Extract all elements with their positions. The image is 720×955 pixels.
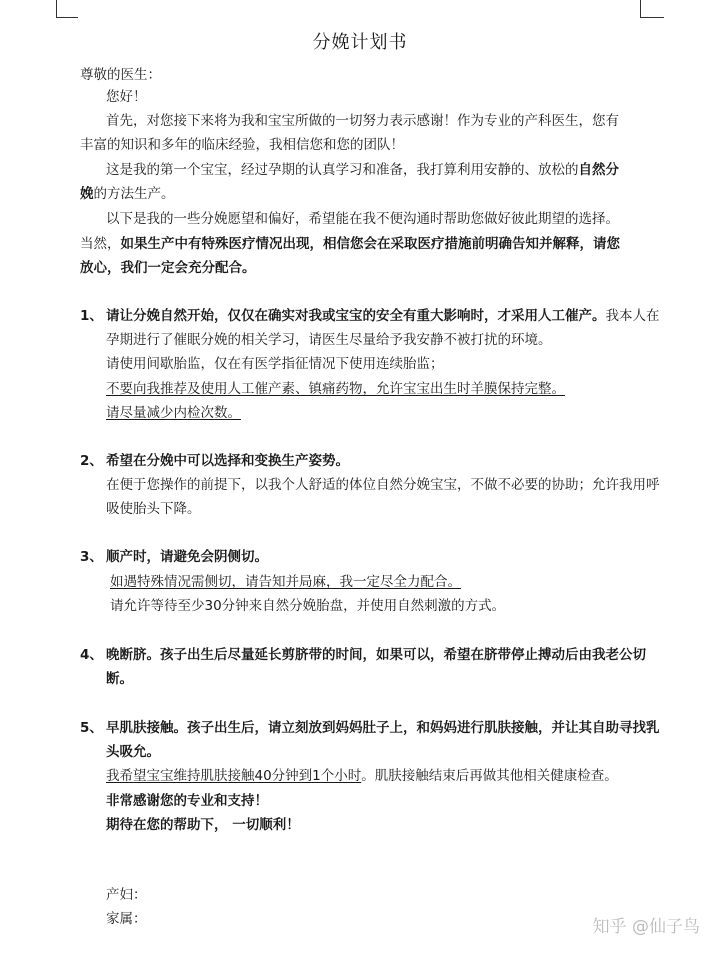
intro-p1-line2: 丰富的知识和多年的临床经验，我相信您和您的团队！ — [80, 137, 404, 153]
item-1-line2: 孕期进行了催眠分娩的相关学习，请医生尽量给予我安静不被打扰的环境。 — [106, 332, 552, 348]
intro-p2-text: 这是我的第一个宝宝，经过孕期的认真学习和准备，我打算利用安静的、放松的 — [106, 162, 579, 178]
item-1-line3: 请使用间歇胎监，仅在有医学指征情况下使用连续胎监； — [106, 356, 444, 372]
intro-p3-line2 — [80, 235, 620, 253]
item-3-line2: 如遇特殊情况需侧切，请告知并局麻，我一定尽全力配合。 — [110, 574, 461, 590]
item-1-line5: 请尽量减少内检次数。 — [106, 405, 241, 421]
item-1-heading: 请让分娩自然开始，仅仅在确实对我或宝宝的安全有重大影响时，才采用人工催产。 — [106, 308, 606, 324]
item-1-text: 我本人在 — [605, 308, 660, 324]
crop-mark-right — [640, 0, 641, 17]
item-2-number: 2、 — [80, 453, 103, 469]
item-5-text: 。肌肤接触结束后再做其他相关健康检查。 — [361, 768, 618, 784]
intro-p2-line1 — [106, 161, 619, 179]
item-5-line2: 头吸允。 — [106, 744, 160, 760]
intro-p3-text: 当然， — [80, 236, 121, 252]
item-2-heading: 希望在分娩中可以选择和变换生产姿势。 — [106, 453, 349, 469]
item-2-line3: 吸使胎头下降。 — [106, 501, 201, 517]
closing-wishes: 期待在您的帮助下， 一切顺利！ — [106, 817, 300, 833]
crop-mark-right-h — [640, 17, 664, 18]
intro-p2-bold-2: 娩 — [80, 186, 94, 202]
page-title: 分娩计划书 — [312, 32, 408, 53]
greeting: 您好！ — [106, 89, 147, 105]
crop-mark-left — [56, 0, 57, 17]
crop-mark-left-h — [56, 17, 78, 18]
item-4-heading: 晚断脐。孩子出生后尽量延长剪脐带的时间，如果可以，希望在脐带停止搏动后由我老公切 — [106, 647, 646, 663]
item-2-line2: 在便于您操作的前提下，以我个人舒适的体位自然分娩宝宝，不做不必要的协助；允许我用呼 — [106, 477, 660, 493]
item-3-line3: 请允许等待至少30分钟来自然分娩胎盘，并使用自然刺激的方式。 — [110, 598, 506, 614]
item-3-number: 3、 — [80, 549, 103, 565]
signature-family: 家属： — [106, 911, 147, 927]
item-1-line4: 不要向我推荐及使用人工催产素、镇痛药物，允许宝宝出生时羊膜保持完整。 — [106, 381, 565, 397]
watermark: 知乎 @仙子鸟 — [592, 917, 700, 937]
intro-p2-line2 — [80, 185, 175, 203]
intro-p3-bold: 如果生产中有特殊医疗情况出现，相信您会在采取医疗措施前明确告知并解释，请您 — [120, 236, 620, 252]
intro-p3-line3: 放心，我们一定会充分配合。 — [80, 260, 256, 276]
item-4-number: 4、 — [80, 647, 103, 663]
signature-mother: 产妇： — [106, 887, 147, 903]
item-5-underlined: 我希望宝宝维持肌肤接触40分钟到1个小时 — [106, 768, 362, 784]
item-1-line1 — [106, 307, 660, 325]
item-5-heading: 早肌肤接触。孩子出生后，请立刻放到妈妈肚子上，和妈妈进行肌肤接触，并让其自助寻找乳 — [106, 720, 660, 736]
closing-thanks: 非常感谢您的专业和支持！ — [106, 793, 268, 809]
item-3-heading: 顺产时，请避免会阴侧切。 — [106, 549, 268, 565]
item-4-line2: 断。 — [106, 671, 133, 687]
intro-p2-text-2: 的方法生产。 — [93, 186, 175, 202]
intro-p3-line1: 以下是我的一些分娩愿望和偏好，希望能在我不便沟通时帮助您做好彼此期望的选择。 — [106, 211, 619, 227]
intro-p2-bold: 自然分 — [578, 162, 619, 178]
salutation: 尊敬的医生： — [80, 67, 161, 83]
item-5-number: 5、 — [80, 720, 103, 736]
item-1-number: 1、 — [80, 308, 103, 324]
item-5-line3 — [106, 767, 618, 785]
intro-p1-line1: 首先，对您接下来将为我和宝宝所做的一切努力表示感谢！作为专业的产科医生，您有 — [106, 113, 619, 129]
